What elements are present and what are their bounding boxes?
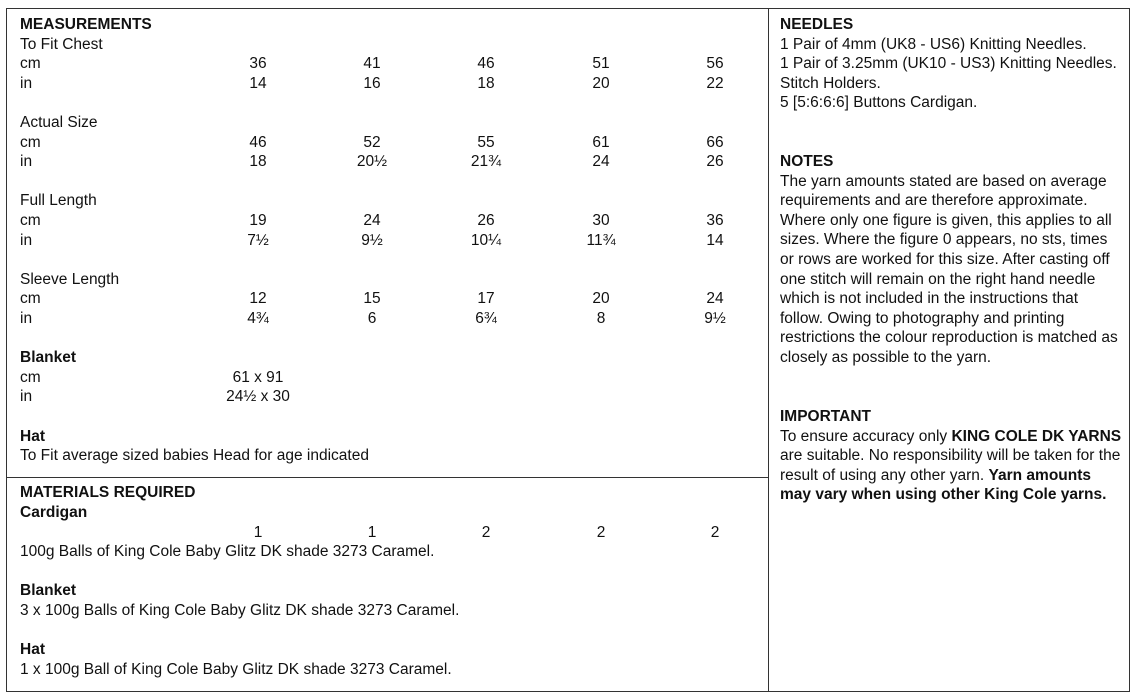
section-divider	[6, 477, 769, 478]
actual-cm-value-5: 66	[706, 134, 724, 151]
actual-cm-value-3: 55	[477, 134, 495, 151]
notes-heading: NOTES	[780, 153, 834, 170]
sleeve-cm-label: cm	[20, 290, 41, 307]
chest-cm-value-2: 41	[363, 55, 381, 72]
sleeve-in-label: in	[20, 310, 33, 327]
actual-in-value-2: 20½	[356, 153, 388, 170]
cardigan-yarn-text: 100g Balls of King Cole Baby Glitz DK shade 3273 Caramel.	[20, 543, 435, 560]
length-cm-value-3: 26	[477, 212, 495, 229]
hat-text: To Fit average sized babies Head for age indicated	[20, 447, 369, 464]
blanket-in-value: 24½ x 30	[226, 388, 290, 405]
actual-cm-value-1: 46	[249, 134, 267, 151]
notes-text: The yarn amounts stated are based on average requirements and are therefore approximate. Where only one figure is given, this applies to all sizes. Where the figure 0 appears, no sts, times or rows are worked for this size. After casting off one stitch will remain on the right hand needle which is not included in the instructions that follow. Owing to photography and printing restrictions the colour reproduction is matched as closely as possible to the yarn.	[780, 172, 1118, 366]
important-text-a: To ensure accuracy only	[780, 427, 952, 445]
sleeve-in-value-1: 4¾	[247, 310, 269, 327]
measurements-heading: MEASUREMENTS	[20, 16, 152, 33]
actual-label: Actual Size	[20, 114, 98, 131]
length-in-value-3: 10¼	[470, 232, 502, 249]
sleeve-cm-value-5: 24	[706, 290, 724, 307]
important-text	[780, 427, 1125, 505]
sleeve-cm-value-4: 20	[592, 290, 610, 307]
actual-cm-label: cm	[20, 134, 41, 151]
important-text-d: Yarn amounts may vary when using other King Cole yarns.	[780, 466, 1107, 504]
length-cm-value-1: 19	[249, 212, 267, 229]
important-heading: IMPORTANT	[780, 408, 871, 425]
chest-in-label: in	[20, 75, 33, 92]
hat-label: Hat	[20, 428, 45, 445]
sleeve-cm-value-1: 12	[249, 290, 267, 307]
cardigan-count-1: 1	[253, 524, 263, 541]
chest-cm-value-5: 56	[706, 55, 724, 72]
sleeve-in-value-4: 8	[596, 310, 606, 327]
needles-heading: NEEDLES	[780, 16, 854, 33]
chest-cm-value-4: 51	[592, 55, 610, 72]
chest-in-value-5: 22	[706, 75, 724, 92]
actual-in-value-4: 24	[592, 153, 610, 170]
mat-hat-text: 1 x 100g Ball of King Cole Baby Glitz DK shade 3273 Caramel.	[20, 661, 452, 678]
important-text-b: KING COLE DK YARNS	[951, 427, 1122, 445]
sleeve-in-value-2: 6	[367, 310, 377, 327]
length-in-value-2: 9½	[361, 232, 383, 249]
chest-cm-value-3: 46	[477, 55, 495, 72]
actual-cm-value-2: 52	[363, 134, 381, 151]
cardigan-count-4: 2	[596, 524, 606, 541]
sleeve-label: Sleeve Length	[20, 271, 120, 288]
actual-cm-value-4: 61	[592, 134, 610, 151]
actual-in-value-1: 18	[249, 153, 267, 170]
blanket-cm-value: 61 x 91	[232, 369, 284, 386]
important-section	[780, 407, 1125, 505]
actual-in-label: in	[20, 153, 33, 170]
mat-hat-label: Hat	[20, 641, 45, 658]
chest-in-value-3: 18	[477, 75, 495, 92]
needles-line-1: 1 Pair of 4mm (UK8 - US6) Knitting Needles.	[780, 35, 1087, 53]
length-cm-value-2: 24	[363, 212, 381, 229]
sleeve-cm-value-2: 15	[363, 290, 381, 307]
sleeve-in-value-5: 9½	[704, 310, 726, 327]
sleeve-in-value-3: 6¾	[475, 310, 497, 327]
needles-line-3: Stitch Holders.	[780, 74, 881, 92]
notes-section	[780, 152, 1125, 368]
needles-section	[780, 15, 1125, 113]
actual-in-value-3: 21¾	[470, 153, 502, 170]
chest-in-value-2: 16	[363, 75, 381, 92]
cardigan-count-3: 2	[481, 524, 491, 541]
length-in-value-5: 14	[706, 232, 724, 249]
important-text-c: are suitable. No responsibility will be taken for the result of using any other yarn.	[780, 447, 1121, 484]
mat-blanket-text: 3 x 100g Balls of King Cole Baby Glitz DK shade 3273 Caramel.	[20, 602, 460, 619]
column-divider	[768, 8, 769, 692]
cardigan-label: Cardigan	[20, 504, 88, 521]
chest-cm-label: cm	[20, 55, 41, 72]
needles-line-4: 5 [5:6:6:6] Buttons Cardigan.	[780, 94, 978, 112]
length-cm-value-5: 36	[706, 212, 724, 229]
sleeve-cm-value-3: 17	[477, 290, 495, 307]
length-in-value-1: 7½	[247, 232, 269, 249]
length-in-label: in	[20, 232, 33, 249]
needles-line-2: 1 Pair of 3.25mm (UK10 - US3) Knitting Needles.	[780, 55, 1117, 73]
chest-label: To Fit Chest	[20, 36, 103, 53]
cardigan-count-2: 1	[367, 524, 377, 541]
length-cm-value-4: 30	[592, 212, 610, 229]
chest-in-value-1: 14	[249, 75, 267, 92]
length-cm-label: cm	[20, 212, 41, 229]
length-label: Full Length	[20, 192, 97, 209]
chest-cm-value-1: 36	[249, 55, 267, 72]
length-in-value-4: 11¾	[586, 232, 616, 249]
actual-in-value-5: 26	[706, 153, 724, 170]
blanket-cm-label: cm	[20, 369, 41, 386]
mat-blanket-label: Blanket	[20, 582, 76, 599]
blanket-label: Blanket	[20, 349, 76, 366]
chest-in-value-4: 20	[592, 75, 610, 92]
cardigan-count-5: 2	[710, 524, 720, 541]
materials-heading: MATERIALS REQUIRED	[20, 484, 196, 501]
blanket-in-label: in	[20, 388, 33, 405]
